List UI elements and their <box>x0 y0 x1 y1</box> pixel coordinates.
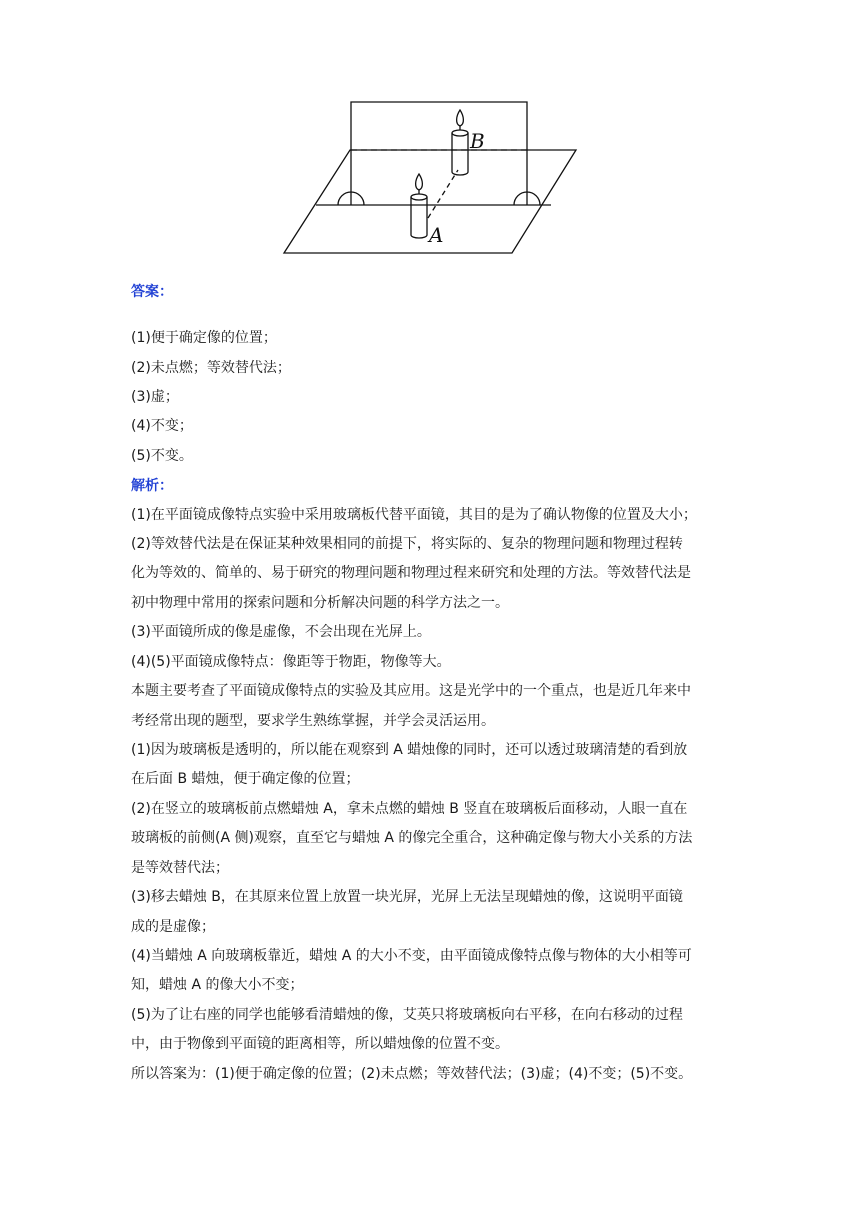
candle-b <box>452 110 468 175</box>
answer-item-3: (3)虚； <box>131 389 179 405</box>
analysis-line-19: 中，由于物像到平面镜的距离相等，所以蜡烛像的位置不变。 <box>131 1036 509 1052</box>
analysis-line-7: 本题主要考查了平面镜成像特点的实验及其应用。这是光学中的一个重点，也是近几年来中 <box>131 683 691 699</box>
analysis-line-8: 考经常出现的题型，要求学生熟练掌握，并学会灵活运用。 <box>131 713 495 729</box>
answer-item-5: (5)不变。 <box>131 448 193 464</box>
label-a: A <box>429 223 444 247</box>
analysis-line-11: (2)在竖立的玻璃板前点燃蜡烛 A，拿未点燃的蜡烛 B 竖直在玻璃板后面移动，人眼一直在 <box>131 801 688 817</box>
analysis-line-3: 化为等效的、简单的、易于研究的物理问题和物理过程来研究和处理的方法。等效替代法是 <box>131 565 691 581</box>
answer-item-2: (2)未点燃；等效替代法； <box>131 360 291 376</box>
analysis-title: 解析： <box>131 478 173 494</box>
analysis-line-16: (4)当蜡烛 A 向玻璃板靠近，蜡烛 A 的大小不变，由平面镜成像特点像与物体的大小相等可 <box>131 948 692 964</box>
analysis-line-10: 在后面 B 蜡烛，便于确定像的位置； <box>131 771 360 787</box>
analysis-line-17: 知，蜡烛 A 的像大小不变； <box>131 977 304 993</box>
analysis-line-9: (1)因为玻璃板是透明的，所以能在观察到 A 蜡烛像的同时，还可以透过玻璃清楚的看到放 <box>131 742 688 758</box>
answer-item-4: (4)不变； <box>131 418 193 434</box>
analysis-line-5: (3)平面镜所成的像是虚像，不会出现在光屏上。 <box>131 624 431 640</box>
candle-a <box>411 174 427 238</box>
analysis-line-2: (2)等效替代法是在保证某种效果相同的前提下，将实际的、复杂的物理问题和物理过程转 <box>131 536 683 552</box>
glass-plate <box>351 102 527 205</box>
analysis-line-14: (3)移去蜡烛 B，在其原来位置上放置一块光屏，光屏上无法呈现蜡烛的像，这说明平面镜 <box>131 889 683 905</box>
analysis-line-12: 玻璃板的前侧(A 侧)观察，直至它与蜡烛 A 的像完全重合，这种确定像与物大小关系的方法 <box>131 830 693 846</box>
answer-item-1: (1)便于确定像的位置； <box>131 330 277 346</box>
analysis-line-18: (5)为了让右座的同学也能够看清蜡烛的像，艾英只将玻璃板向右平移，在向右移动的过程 <box>131 1007 683 1023</box>
experiment-figure <box>278 98 582 260</box>
answer-title: 答案： <box>131 284 173 300</box>
label-b: B <box>470 129 485 153</box>
analysis-line-1: (1)在平面镜成像特点实验中采用玻璃板代替平面镜，其目的是为了确认物像的位置及大小； <box>131 507 697 523</box>
analysis-line-20: 所以答案为：(1)便于确定像的位置；(2)未点燃；等效替代法；(3)虚；(4)不变；(5)不变。 <box>131 1066 693 1082</box>
analysis-line-13: 是等效替代法； <box>131 860 229 876</box>
analysis-line-15: 成的是虚像； <box>131 919 215 935</box>
analysis-line-6: (4)(5)平面镜成像特点：像距等于物距，物像等大。 <box>131 654 451 670</box>
analysis-line-4: 初中物理中常用的探索问题和分析解决问题的科学方法之一。 <box>131 595 509 611</box>
